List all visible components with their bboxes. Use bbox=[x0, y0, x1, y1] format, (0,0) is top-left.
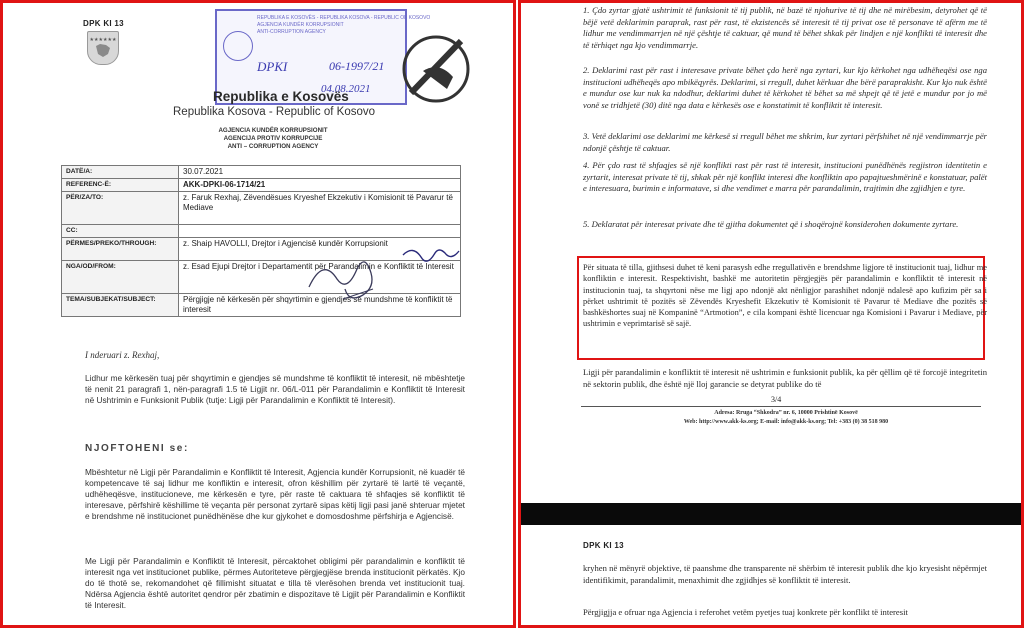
response-paragraph: Përgjigjja e ofruar nga Agjencia i referohet vetëm pyetjes tuaj konkrete për konflikt të interesit bbox=[583, 607, 908, 617]
article-item: 1. Çdo zyrtar gjatë ushtrimit të funksionit të tij publik, në bazë të njohurive të tij dhe në mirëbesim, detyrohet që të bëjë vetë deklarimin paraprak, rast për rast, të ekzistencës së interesit të tij privat ose të personave të afërm me të lidhur me vendimmarrjen në një çështje të caktuar, që mund të bëhet shkak për lindjen e një konflikti të interesit dhe të tërhiqet nga kjo vendimmarrje. bbox=[583, 5, 987, 50]
body-paragraph: Me Ligji për Parandalimin e Konfliktit të Interesit, përcaktohet obligimi për parandalimin e konfliktit të interesit nga vet institucionet publike, përmes Autoriteteve përgjegjëse brenda institucionit përkatës. Kjo do të thotë se, rekomandohet që fillimisht situatat e tilla të vlerësohen brenda vet institucionit tuaj. Ndërsa Agjencia është autoritet qendror për zbatimin e dispozitave të Ligjit për Parandalimin e Konfliktit të Interesit. bbox=[85, 556, 465, 611]
article-item: 2. Deklarimi rast për rast i interesave private bëhet çdo herë nga zyrtari, kur kjo kërkohet nga udhëheqësi ose nga institucioni udhëheqës apo mbikëqyrës. Deklarimi, si rregull, duhet kërkuar dhe bërë paraprakisht. Kur kjo nuk është e mundur ose kur nuk ka ndodhur, deklarimi duhet të kërkohet të bëhet sa më shpejt që të jetë e mundur por jo më vonë se tridhjetë (30) ditë nga data e kërkesës ose e konstatimit të konfliktit të interesit. bbox=[583, 65, 987, 110]
footer-divider bbox=[581, 406, 981, 407]
stamp-line: REPUBLIKA E KOSOVËS - REPUBLIKA KOSOVA - REPUBLIC OF KOSOVO bbox=[257, 15, 431, 21]
memo-value bbox=[179, 225, 461, 238]
memo-value: Përgjigje në kërkesën për shqyrtimin e gjendjes së mundshme të konfliktit të interesit bbox=[179, 294, 461, 317]
memo-key: PËRMES/PREKO/THROUGH: bbox=[62, 238, 179, 261]
memo-value: AKK-DPKI-06-1714/21 bbox=[179, 179, 461, 192]
stamp-seal-icon bbox=[223, 31, 253, 61]
document-code-left: DPK KI 13 bbox=[83, 19, 124, 28]
agency-line-sq: AGJENCIA KUNDËR KORRUPSIONIT bbox=[218, 127, 328, 134]
stamp-line: ANTI-CORRUPTION AGENCY bbox=[257, 29, 326, 35]
republic-subtitle: Republika Kosova - Republic of Kosovo bbox=[173, 106, 376, 118]
page-separator-band bbox=[521, 503, 1021, 525]
footer-address: Adresa: Rruga “Shkodra” nr. 6, 10000 Prishtinë Kosovë bbox=[714, 410, 858, 416]
memo-value: z. Esad Ejupi Drejtor i Departamentit për Parandalimin e Konfliktit të Interesit bbox=[179, 261, 461, 294]
page-number: 3/4 bbox=[771, 395, 782, 404]
highlighted-paragraph: Për situata të tilla, gjithsesi duhet të keni parasysh edhe rregullativën e brendshme ligjore të institucionit tuaj, lidhur me konfliktin e interesit. Respektivisht, bashkë me autoritetin përgjegjës për parandalimin e konfliktit të interesit në institucionin tuaj, ta shqyrtoni nëse me ligj apo ndonjë akt nënligjor parashihet ndonjë ndalesë apo kufizim për sa i përket ushtrimit të pozitës së Zëvendës Kryeshefit Ekzekutiv të Komisionit të Pavarur të Mediave dhe pozitës së bashkëshortes suaj në Kompaninë “Artmotion”, e cila kompani është licencuar nga Komisioni i Pavarur i Mediave, për ushtrimin e veprimtarisë së sajë. bbox=[583, 263, 987, 329]
memo-key: REFERENC-Ë: bbox=[62, 179, 179, 192]
handwritten-signatures bbox=[303, 239, 463, 319]
memo-value: 30.07.2021 bbox=[179, 166, 461, 179]
stamp-handwritten-date: 04.08.2021 bbox=[321, 83, 371, 95]
stamp-handwritten-unit: DPKI bbox=[257, 59, 288, 74]
kosovo-emblem-graphic bbox=[88, 32, 118, 64]
continuation-paragraph: kryhen në mënyrë objektive, të paanshme dhe transparente në shërbim të interesit publik dhe kjo kryesisht nëpërmjet identifikimit, parandalimit, menaxhimit dhe zgjidhjes së konfliktit të interesit. bbox=[583, 563, 987, 585]
stamp-handwritten-number: 06-1997/21 bbox=[329, 59, 385, 73]
memo-row bbox=[62, 192, 461, 225]
kosovo-emblem-icon bbox=[87, 31, 119, 65]
body-paragraph: Mbështetur në Ligji për Parandalimin e Konfliktit të Interesit, Agjencia kundër Korrupsionit, në kuadër të kompetencave të saj lidhur me konfliktin e interesit, ofron këshillim për zyrtarë të lartë të veçantë, udhëheqësve, institucioneve, me kërkesën e tyre, për raste të caktuara të shfaqjes së konfliktit të interesave, përfshirë këshillime të veçanta për personat zyrtarë sipas këtij ligji pasi janë shteruar mjetet e brendshme në institucionet punëdhënëse dhe kur gjykohet e domosdoshme përfshirja e Agjencisë. bbox=[85, 467, 465, 522]
notification-heading: NJOFTOHENI se: bbox=[85, 443, 189, 454]
memo-value: z. Shaip HAVOLLI, Drejtor i Agjencisë kundër Korrupsionit bbox=[179, 238, 461, 261]
memo-key: DATË/A: bbox=[62, 166, 179, 179]
document-code-right: DPK KI 13 bbox=[583, 541, 624, 550]
memo-row bbox=[62, 179, 461, 192]
memo-row bbox=[62, 166, 461, 179]
memo-key: NGA/OD/FROM: bbox=[62, 261, 179, 294]
article-item: 4. Për çdo rast të shfaqjes së një konflikti rast për rast të interesit, institucioni punëdhënës regjistron identitetin e zyrtarit, interesat private të tij, shkak për një konflikt interesi dhe konfliktin apo papajtueshmërinë e konstatuar, palët e interesuara, burimin e informatave, si dhe vendimet e marra për parandalimin, trajtimin dhe zgjidhjen e tyre. bbox=[583, 160, 987, 194]
stamp-line: AGJENCIA KUNDËR KORRUPSIONIT bbox=[257, 22, 344, 28]
memo-row bbox=[62, 225, 461, 238]
footer-contact: Web: http://www.akk-ks.org; E-mail: info@akk-ks.org; Tel: +383 (0) 38 518 980 bbox=[683, 419, 889, 425]
salutation: I nderuari z. Rexhaj, bbox=[85, 350, 160, 360]
memo-value: z. Faruk Rexhaj, Zëvendësues Kryeshef Ekzekutiv i Komisionit të Pavarur të Mediave bbox=[179, 192, 461, 225]
agency-line-sr: AGENCIJA PROTIV KORRUPCIJE bbox=[223, 135, 323, 142]
memo-key: TEMA/SUBJEKAT/SUBJECT: bbox=[62, 294, 179, 317]
svg-text:★★★★★★: ★★★★★★ bbox=[89, 38, 117, 43]
agency-line-en: ANTI – CORRUPTION AGENCY bbox=[227, 143, 319, 150]
republic-title: Republika e Kosovës bbox=[213, 89, 349, 104]
right-document-page bbox=[518, 0, 1024, 628]
article-item: 5. Deklaratat për interesat private dhe të gjitha dokumentet që i shoqërojnë konsiderohen dokumente zyrtare. bbox=[583, 219, 959, 229]
article-item: 3. Vetë deklarimi ose deklarimi me kërkesë si rregull bëhet me shkrim, kur zyrtari përfshihet në një vendimmarrje për ndonjë çështje të caktuar. bbox=[583, 131, 987, 153]
memo-key: PËR/ZA/TO: bbox=[62, 192, 179, 225]
intro-paragraph: Lidhur me kërkesën tuaj për shqyrtimin e gjendjes së mundshme të konfliktit të interesit, në mbështetje të nenit 21 paragrafi 1, nën-paragrafi 1.5 të Ligjit nr. 06/L-011 për Parandalimin e Konfliktit të Interesit në Ushtrimin e Funksionit Publik (tutje: Ligji për Parandalimin e Konfliktit të Interesit). bbox=[85, 373, 465, 406]
memo-key: CC: bbox=[62, 225, 179, 238]
law-purpose-paragraph: Ligji për parandalimin e konfliktit të interesit në ushtrimin e funksionit publik, ka për qëllim që të forcojë integritetin në sektorin publik, dhe është një lloj garancie se detyrat publike do të bbox=[583, 367, 987, 389]
agency-logo-icon bbox=[401, 31, 471, 107]
